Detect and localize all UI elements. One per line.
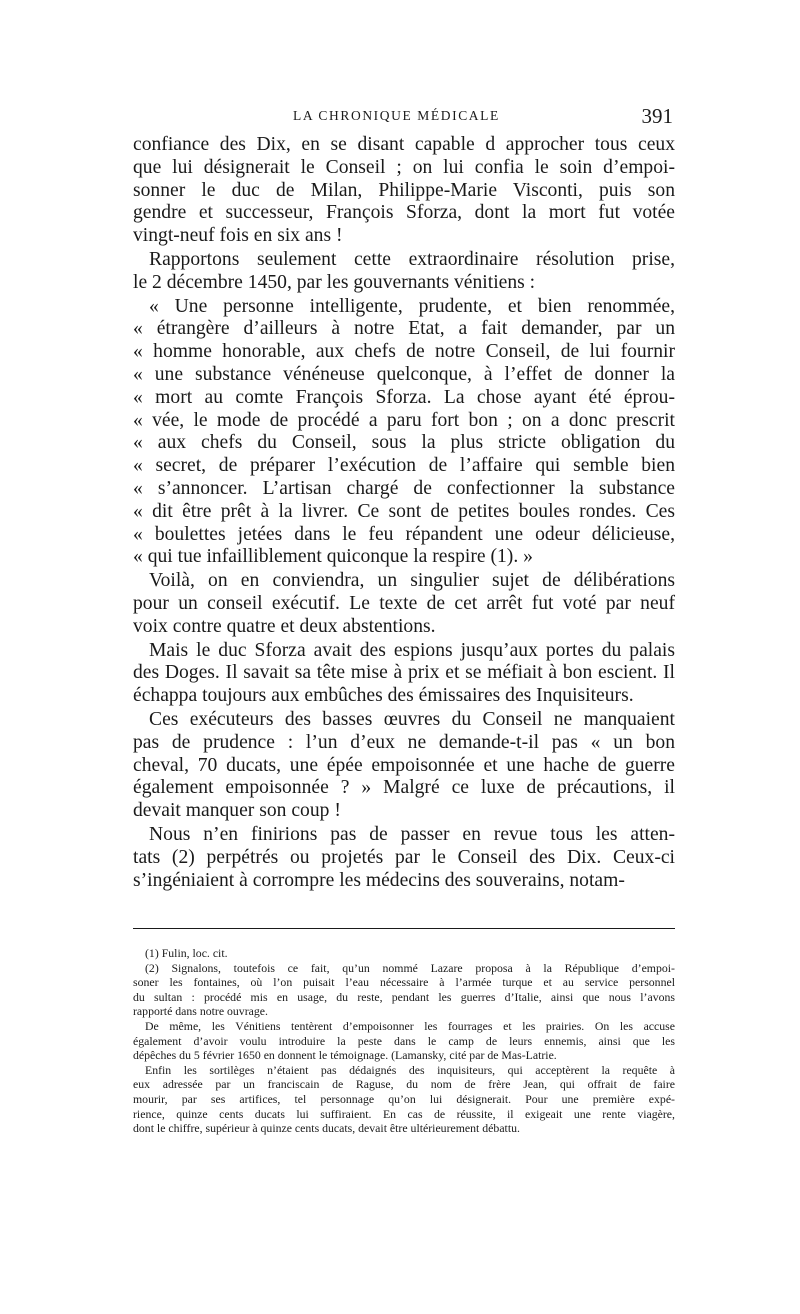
footnote-line: (2) Signalons, toutefois ce fait, qu’un nommé Lazare proposa à la République d’empoi- bbox=[145, 960, 675, 975]
footnote-line: également d’avoir voulu introduire la peste dans le camp de leurs ennemis, ainsi que les bbox=[133, 1033, 675, 1048]
text-line: confiance des Dix, en se disant capable d approcher tous ceux bbox=[133, 134, 675, 155]
text-line: « une substance vénéneuse quelconque, à l’effet de donner la bbox=[133, 363, 675, 385]
paragraph bbox=[133, 249, 675, 295]
body-text bbox=[133, 134, 675, 892]
text-line: voix contre quatre et deux abstentions. bbox=[133, 615, 436, 637]
page-header bbox=[133, 106, 673, 132]
text-line: tats (2) perpétrés ou projetés par le Conseil des Dix. Ceux-ci bbox=[133, 846, 675, 868]
footnotes bbox=[133, 946, 675, 1136]
paragraph bbox=[133, 296, 675, 570]
text-line: cheval, 70 ducats, une épée empoisonnée et une hache de guerre bbox=[133, 754, 675, 776]
text-line: « s’annoncer. L’artisan chargé de confectionner la substance bbox=[133, 477, 675, 499]
text-line: « boulettes jetées dans le feu répandent une odeur délicieuse, bbox=[133, 523, 675, 545]
footnote-line: dont le chiffre, supérieur à quinze cents ducats, devait être ultérieurement débattu. bbox=[133, 1121, 520, 1136]
text-line: « secret, de préparer l’exécution de l’affaire qui semble bien bbox=[133, 455, 675, 477]
text-line: « aux chefs du Conseil, sous la plus stricte obligation du bbox=[133, 432, 675, 454]
paragraph bbox=[133, 824, 675, 892]
footnote-line: mourir, par ses artifices, tel personnage qu’on lui désignerait. Pour une première expé- bbox=[133, 1091, 675, 1106]
text-line: devait manquer son coup ! bbox=[133, 800, 341, 822]
footnote bbox=[133, 946, 675, 961]
footnote-line: eux adressée par un franciscain de Raguse, du nom de frère Jean, qui offrait de faire bbox=[133, 1077, 675, 1092]
paragraph bbox=[133, 134, 675, 248]
paragraph bbox=[133, 570, 675, 638]
text-line: vingt-neuf fois en six ans ! bbox=[133, 225, 343, 247]
text-line: gendre et successeur, François Sforza, dont la mort fut votée bbox=[133, 202, 675, 224]
text-line: s’ingéniaient à corrompre les médecins des souverains, notam- bbox=[133, 869, 625, 891]
text-line: « qui tue infailliblement quiconque la respire (1). » bbox=[133, 546, 533, 568]
text-line: « mort au comte François Sforza. La chose ayant été éprou- bbox=[133, 386, 675, 408]
text-line: « Une personne intelligente, prudente, et bien renommée, bbox=[149, 295, 675, 317]
page-number: 391 bbox=[641, 104, 673, 128]
footnote-line: rapporté dans notre ouvrage. bbox=[133, 1004, 268, 1019]
footnote-rule bbox=[133, 928, 675, 929]
footnote-line: rience, quinze cents ducats lui suffiraient. En cas de réussite, il exigeait une rente viagère, bbox=[133, 1106, 675, 1121]
footnote-line: Enfin les sortilèges n’étaient pas dédaignés des inquisiteurs, qui acceptèrent la requête à bbox=[145, 1062, 675, 1077]
text-line: « homme honorable, aux chefs de notre Conseil, de lui fournir bbox=[133, 341, 675, 363]
text-line: Ces exécuteurs des basses œuvres du Conseil ne manquaient bbox=[149, 708, 675, 730]
paragraph bbox=[133, 640, 675, 708]
text-line: pas de prudence : l’un d’eux ne demande-t-il pas « un bon bbox=[133, 731, 675, 753]
footnote bbox=[133, 1063, 675, 1136]
text-line: échappa toujours aux embûches des émissaires des Inquisiteurs. bbox=[133, 685, 634, 707]
footnote bbox=[133, 1019, 675, 1063]
footnote-line: De même, les Vénitiens tentèrent d’empoisonner les fourrages et les prairies. On les accuse bbox=[145, 1018, 675, 1033]
text-line: Rapportons seulement cette extraordinaire résolution prise, bbox=[149, 248, 675, 270]
footnote-line: soner les fontaines, où l’on puisait l’eau nécessaire à l’armée turque et au service personnel bbox=[133, 975, 675, 990]
text-line: Nous n’en finirions pas de passer en revue tous les atten- bbox=[149, 823, 675, 845]
text-line: également empoisonnée ? » Malgré ce luxe de précautions, il bbox=[133, 777, 675, 799]
text-line: Voilà, on en conviendra, un singulier sujet de délibérations bbox=[149, 570, 675, 592]
text-line: des Doges. Il savait sa tête mise à prix et se méfiait à bon escient. Il bbox=[133, 662, 675, 684]
text-line: « vée, le mode de procédé a paru fort bon ; on a donc prescrit bbox=[133, 409, 675, 431]
footnote-line: (1) Fulin, loc. cit. bbox=[145, 946, 228, 960]
text-line: que lui désignerait le Conseil ; on lui confia le soin d’empoi- bbox=[133, 156, 675, 178]
text-line: sonner le duc de Milan, Philippe-Marie Visconti, puis son bbox=[133, 179, 675, 201]
text-line: « dit être prêt à la livrer. Ce sont de petites boules rondes. Ces bbox=[133, 500, 675, 522]
text-line: Mais le duc Sforza avait des espions jusqu’aux portes du palais bbox=[149, 639, 675, 661]
footnote-line: dépêches du 5 février 1650 en donnent le témoignage. (Lamansky, cité par de Mas-Latrie. bbox=[133, 1048, 557, 1063]
running-title: LA CHRONIQUE MÉDICALE bbox=[293, 108, 500, 123]
paragraph bbox=[133, 709, 675, 823]
footnote-line: du sultan : procédé mis en usage, du reste, pendant les guerres d’Italie, ainsi que nous l’avons bbox=[133, 989, 675, 1004]
text-line: le 2 décembre 1450, par les gouvernants vénitiens : bbox=[133, 271, 536, 293]
text-line: pour un conseil exécutif. Le texte de cet arrêt fut voté par neuf bbox=[133, 592, 675, 614]
text-line: « étrangère d’ailleurs à notre Etat, a fait demander, par un bbox=[133, 318, 675, 340]
footnote bbox=[133, 961, 675, 1019]
